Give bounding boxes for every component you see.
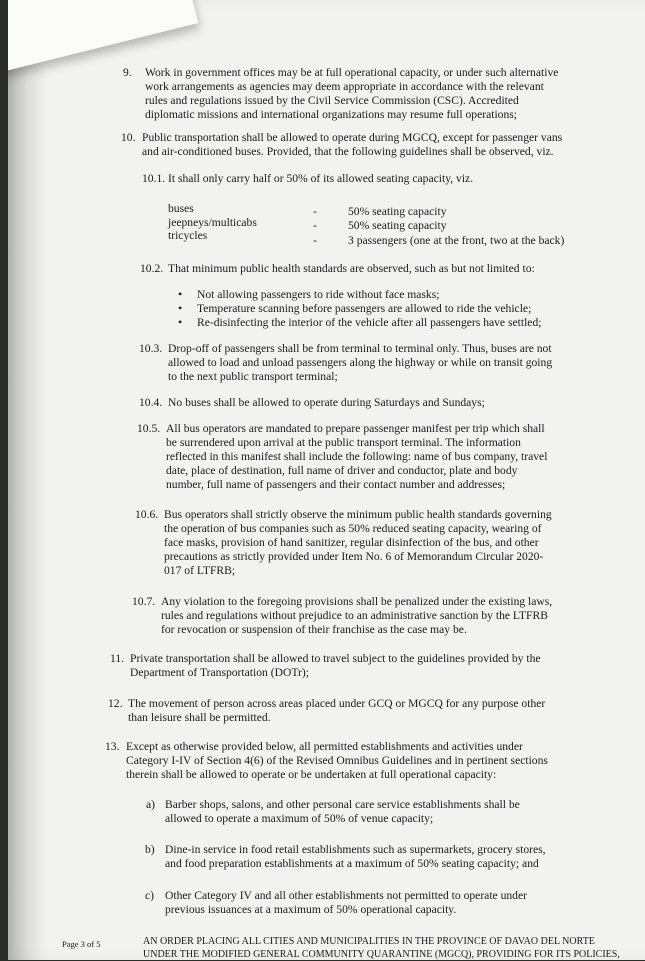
vehicle-cell: jeepneys/multicabs <box>168 216 257 229</box>
item-12-number: 12. <box>108 697 123 710</box>
item-10-line: and air-conditioned buses. Provided, that the following guidelines shall be observed, viz. <box>142 145 554 158</box>
vehicle-cell: tricycles <box>168 229 208 242</box>
item-10-3-line: Drop-off of passengers shall be from terminal to terminal only. Thus, buses are not <box>168 342 552 355</box>
item-10-2-number: 10.2. <box>140 262 164 275</box>
item-10-7-number: 10.7. <box>132 595 156 608</box>
item-13a-letter: a) <box>146 798 156 811</box>
dash-cell: - <box>313 205 317 218</box>
item-13b-line: Dine-in service in food retail establishments such as supermarkets, grocery stores, <box>165 843 546 856</box>
item-13a-line: allowed to operate a maximum of 50% of venue capacity; <box>165 812 434 825</box>
item-10-5-line: reflected in this manifest shall include the following: name of bus company, travel <box>166 450 548 463</box>
table-row <box>168 216 257 229</box>
item-10-7-line: for revocation or suspension of their franchise as the case may be. <box>161 623 467 636</box>
item-13c-letter: c) <box>145 889 155 902</box>
list-item: • Temperature scanning before passengers are allowed to ride the vehicle; <box>197 302 531 315</box>
dash-cell: - <box>313 219 317 232</box>
item-10-3-number: 10.3. <box>139 342 163 355</box>
item-13-line: Except as otherwise provided below, all permitted establishments and activities under <box>126 740 523 753</box>
table-row <box>168 229 207 242</box>
item-9-line: diplomatic missions and international organizations may resume full operations; <box>145 108 517 121</box>
item-10-7-line: rules and regulations without prejudice to an administrative sanction by the LTFRB <box>161 609 548 622</box>
item-10-7-line: Any violation to the foregoing provisions shall be penalized under the existing laws, <box>161 595 553 608</box>
list-item: • Not allowing passengers to ride without face masks; <box>197 288 439 301</box>
item-11-number: 11. <box>110 652 125 665</box>
item-10-5-line: date, place of destination, full name of driver and conductor, plate and body <box>166 464 518 477</box>
item-13-line: therein shall be allowed to operate or be undertaken at full operational capacity: <box>126 768 497 781</box>
item-10-5-line: be surrendered upon arrival at the public transport terminal. The information <box>166 436 521 449</box>
item-13b-letter: b) <box>145 843 155 856</box>
item-9-line: work arrangements as agencies may deem appropriate in accordance with the relevant <box>145 80 544 93</box>
capacity-cell: 3 passengers (one at the front, two at the back) <box>348 234 565 247</box>
item-9-line: Work in government offices may be at full operational capacity, or under such alternative <box>145 66 559 79</box>
capacity-cell: 50% seating capacity <box>348 205 447 218</box>
item-10-6-line: 017 of LTFRB; <box>164 564 236 577</box>
footer-title-line: UNDER THE MODIFIED GENERAL COMMUNITY QUARANTINE (MGCQ), PROVIDING FOR ITS POLICIES, <box>143 949 620 960</box>
item-10-4-text: No buses shall be allowed to operate during Saturdays and Sundays; <box>168 396 485 409</box>
item-10-5-number: 10.5. <box>137 422 161 435</box>
item-10-3-line: to the next public transport terminal; <box>168 370 338 383</box>
list-item: • Re-disinfecting the interior of the vehicle after all passengers have settled; <box>197 316 541 329</box>
item-13-line: Category I-IV of Section 4(6) of the Revised Omnibus Guidelines and in pertinent sections <box>126 754 548 767</box>
item-10-3-line: allowed to load and unload passengers along the highway or while on transit going <box>168 356 553 369</box>
item-10-5-line: number, full name of passengers and their contact number and addresses; <box>166 478 506 491</box>
item-10-6-line: Bus operators shall strictly observe the minimum public health standards governing <box>164 508 552 521</box>
item-10-6-line: face masks, provision of hand sanitizer, regular disinfection of the bus, and other <box>164 536 539 549</box>
item-10-5-line: All bus operators are mandated to prepare passenger manifest per trip which shall <box>166 422 545 435</box>
vehicle-cell: buses <box>168 202 194 215</box>
item-10-line: Public transportation shall be allowed to operate during MGCQ, except for passenger vans <box>142 131 563 144</box>
item-10-1-text: It shall only carry half or 50% of its allowed seating capacity, viz. <box>168 172 474 185</box>
item-11-line: Department of Transportation (DOTr); <box>130 666 309 679</box>
capacity-cell: 50% seating capacity <box>348 219 447 232</box>
item-13c-line: Other Category IV and all other establishments not permitted to operate under <box>165 889 527 902</box>
item-13c-line: previous issuances at a maximum of 50% operational capacity. <box>165 903 457 916</box>
item-10-1-number: 10.1. <box>142 172 166 185</box>
page-number: Page 3 of 5 <box>62 939 101 949</box>
table-row <box>168 202 194 215</box>
item-13a-line: Barber shops, salons, and other personal care service establishments shall be <box>165 798 520 811</box>
item-10-4-number: 10.4. <box>139 396 163 409</box>
item-12-line: than leisure shall be permitted. <box>128 711 271 724</box>
footer-title-line: AN ORDER PLACING ALL CITIES AND MUNICIPALITIES IN THE PROVINCE OF DAVAO DEL NORTE <box>143 936 595 947</box>
item-10-2-text: That minimum public health standards are observed, such as but not limited to: <box>168 262 535 275</box>
item-13b-line: and food preparation establishments at a maximum of 50% seating capacity; and <box>165 857 539 870</box>
item-10-6-line: precautions as strictly provided under Item No. 6 of Memorandum Circular 2020- <box>164 550 544 563</box>
dash-cell: - <box>313 234 317 247</box>
item-10-6-number: 10.6. <box>135 508 159 521</box>
item-13-number: 13. <box>105 740 120 753</box>
item-12-line: The movement of person across areas placed under GCQ or MGCQ for any purpose other <box>128 697 546 710</box>
item-10-number: 10. <box>121 131 136 144</box>
item-11-line: Private transportation shall be allowed to travel subject to the guidelines provided by the <box>130 652 541 665</box>
item-9-number: 9. <box>123 66 132 79</box>
item-10-6-line: the operation of bus companies such as 50% reduced seating capacity, wearing of <box>164 522 542 535</box>
item-9-line: rules and regulations issued by the Civil Service Commission (CSC). Accredited <box>145 94 519 107</box>
